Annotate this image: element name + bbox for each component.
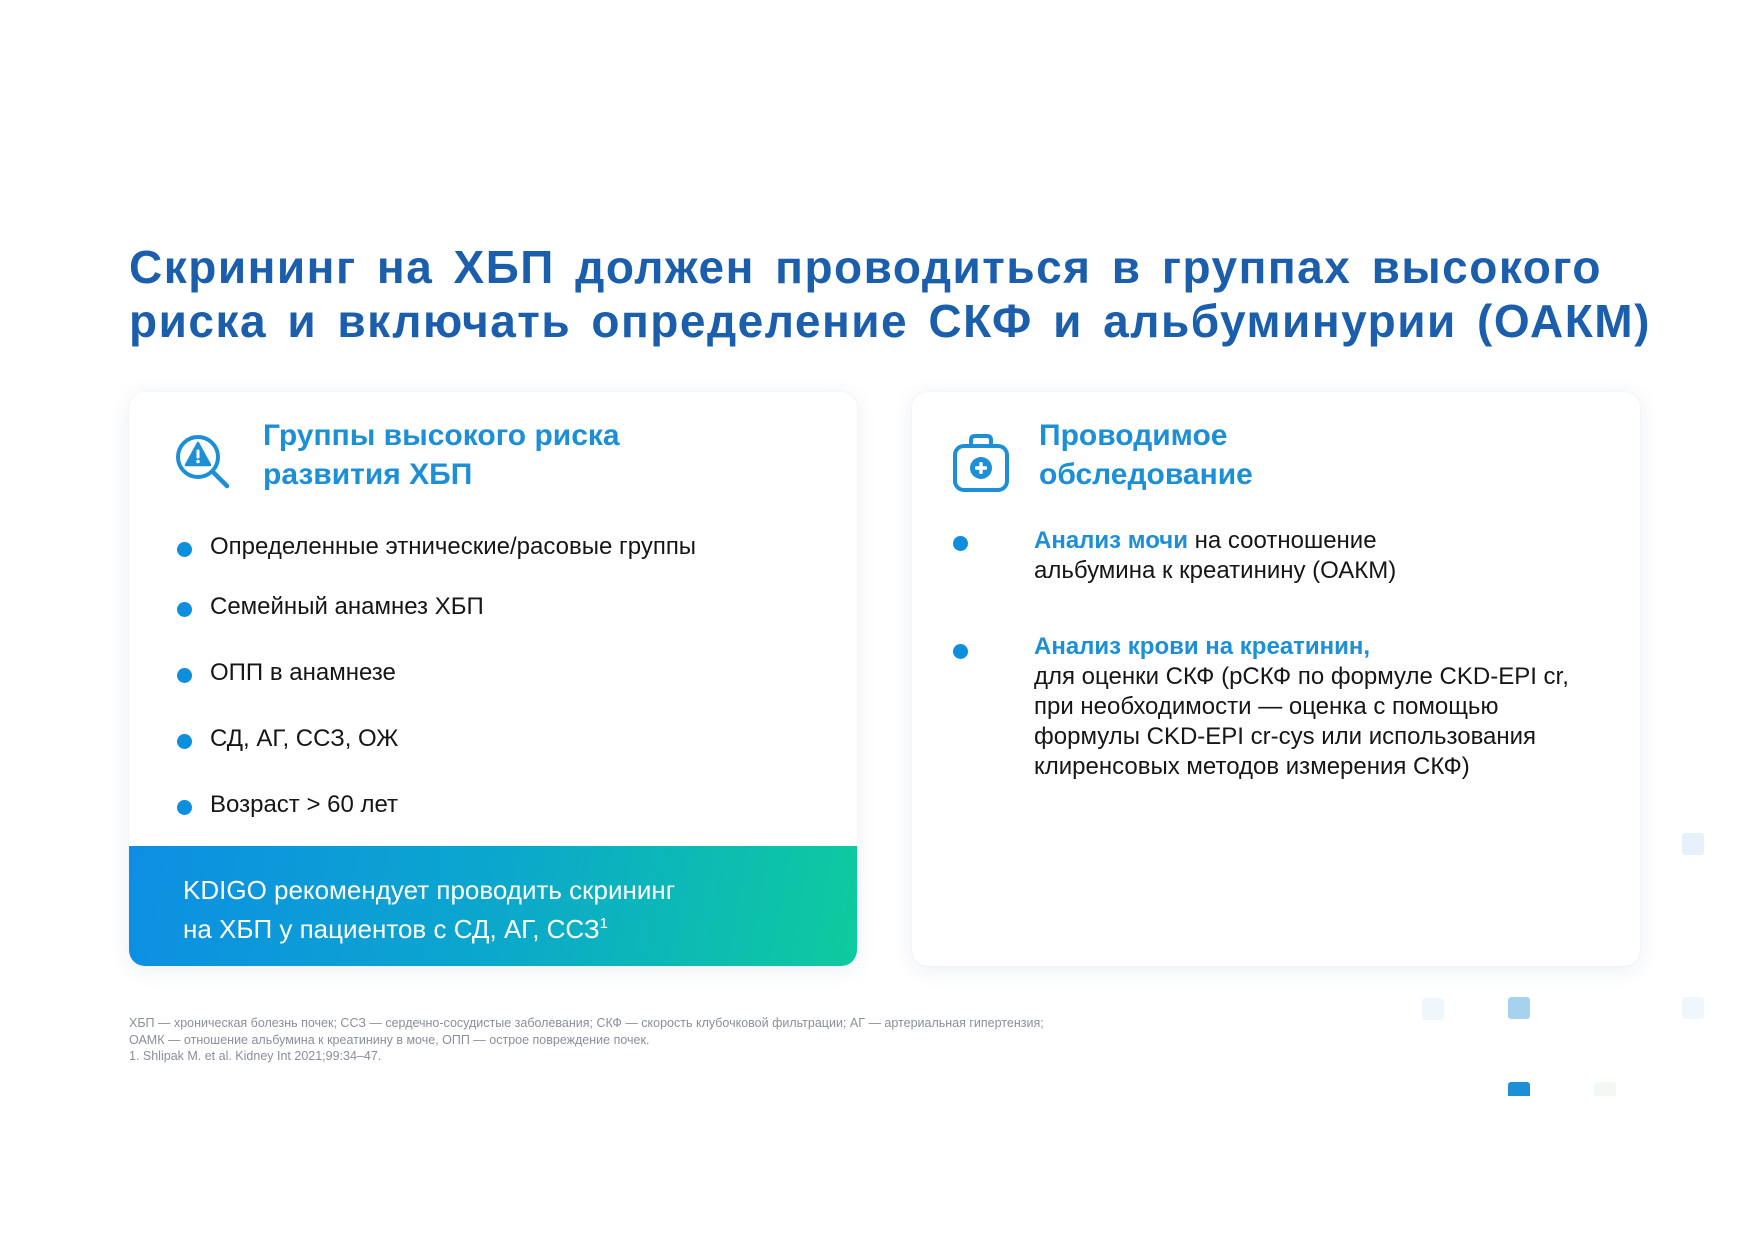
- bullet-dot: [953, 536, 968, 551]
- risk-groups-list: [177, 392, 837, 818]
- slide-title: [129, 240, 1649, 348]
- decorative-square: [1508, 997, 1530, 1019]
- text-line: клиренсовых методов измерения СКФ): [1034, 753, 1470, 780]
- slide-title-line-1: Скрининг на ХБП должен проводиться в группах высокого: [129, 241, 1603, 293]
- urine-test-highlight: Анализ мочи: [1034, 527, 1188, 554]
- examination-card: [912, 392, 1640, 966]
- high-risk-groups-card: [129, 392, 857, 966]
- text-line: формулы CKD-EPI cr-cys или использования: [1034, 723, 1537, 750]
- list-item-text: СД, АГ, ССЗ, ОЖ: [210, 725, 399, 752]
- decorative-square: [1422, 998, 1444, 1020]
- text-line: альбумина к креатинину (ОАКМ): [1034, 557, 1397, 584]
- list-item-text: Возраст > 60 лет: [210, 791, 399, 818]
- heading-line: развития ХБП: [263, 458, 473, 491]
- kdigo-recommendation-banner: [129, 846, 857, 966]
- examination-item-blood: [953, 632, 1613, 792]
- decorative-square: [1682, 997, 1704, 1019]
- banner-text: [183, 874, 675, 946]
- heading-line: Проводимое: [1039, 419, 1228, 452]
- banner-line: KDIGO рекомендует проводить скрининг: [183, 875, 676, 905]
- text-segment: на соотношение: [1187, 527, 1377, 554]
- bullet-dot: [177, 542, 192, 557]
- list-item-text: Семейный анамнез ХБП: [210, 593, 484, 620]
- banner-line: [183, 907, 675, 946]
- medical-bag-icon: [952, 432, 1010, 494]
- text-line: при необходимости — оценка с помощью: [1034, 693, 1499, 720]
- decorative-square: [1508, 1082, 1530, 1096]
- bullet-dot: [177, 800, 192, 815]
- footnote-line: 1. Shlipak M. et al. Kidney Int 2021;99:34–47.: [129, 1049, 382, 1063]
- list-item-text: ОПП в анамнезе: [210, 659, 396, 686]
- bullet-dot: [177, 602, 192, 617]
- banner-line-text: на ХБП у пациентов с СД, АГ, ССЗ: [183, 914, 600, 944]
- footnotes: [129, 1015, 1229, 1065]
- decorative-square: [1682, 833, 1704, 855]
- text-line: [1034, 526, 1396, 556]
- urine-test-text: [1034, 526, 1396, 586]
- footnote-line: ОАМК — отношение альбумина к креатинину в моче, ОПП — острое повреждение почек.: [129, 1032, 650, 1047]
- examination-heading: [1039, 416, 1253, 494]
- decorative-square: [1594, 1082, 1616, 1096]
- bullet-dot: [177, 734, 192, 749]
- blood-test-text: [1034, 632, 1569, 782]
- bullet-dot: [953, 644, 968, 659]
- heading-line: обследование: [1039, 458, 1253, 491]
- footnote-line: ХБП — хроническая болезнь почек; ССЗ — сердечно-сосудистые заболевания; СКФ — скорость клубочковой фильтрации; АГ — артериальная гипертензия;: [129, 1016, 1044, 1030]
- slide-title-line-2: риска и включать определение СКФ и альбуминурии (ОАКМ): [129, 295, 1651, 347]
- heading-line: Группы высокого риска: [263, 419, 620, 452]
- blood-test-highlight: Анализ крови на креатинин,: [1034, 633, 1371, 660]
- examination-item-urine: [953, 526, 1613, 596]
- list-item-text: Определенные этнические/расовые группы: [210, 533, 697, 560]
- bullet-dot: [177, 668, 192, 683]
- footnote-ref: 1: [599, 915, 608, 932]
- text-line: для оценки СКФ (рСКФ по формуле CKD-EPI cr,: [1034, 663, 1569, 690]
